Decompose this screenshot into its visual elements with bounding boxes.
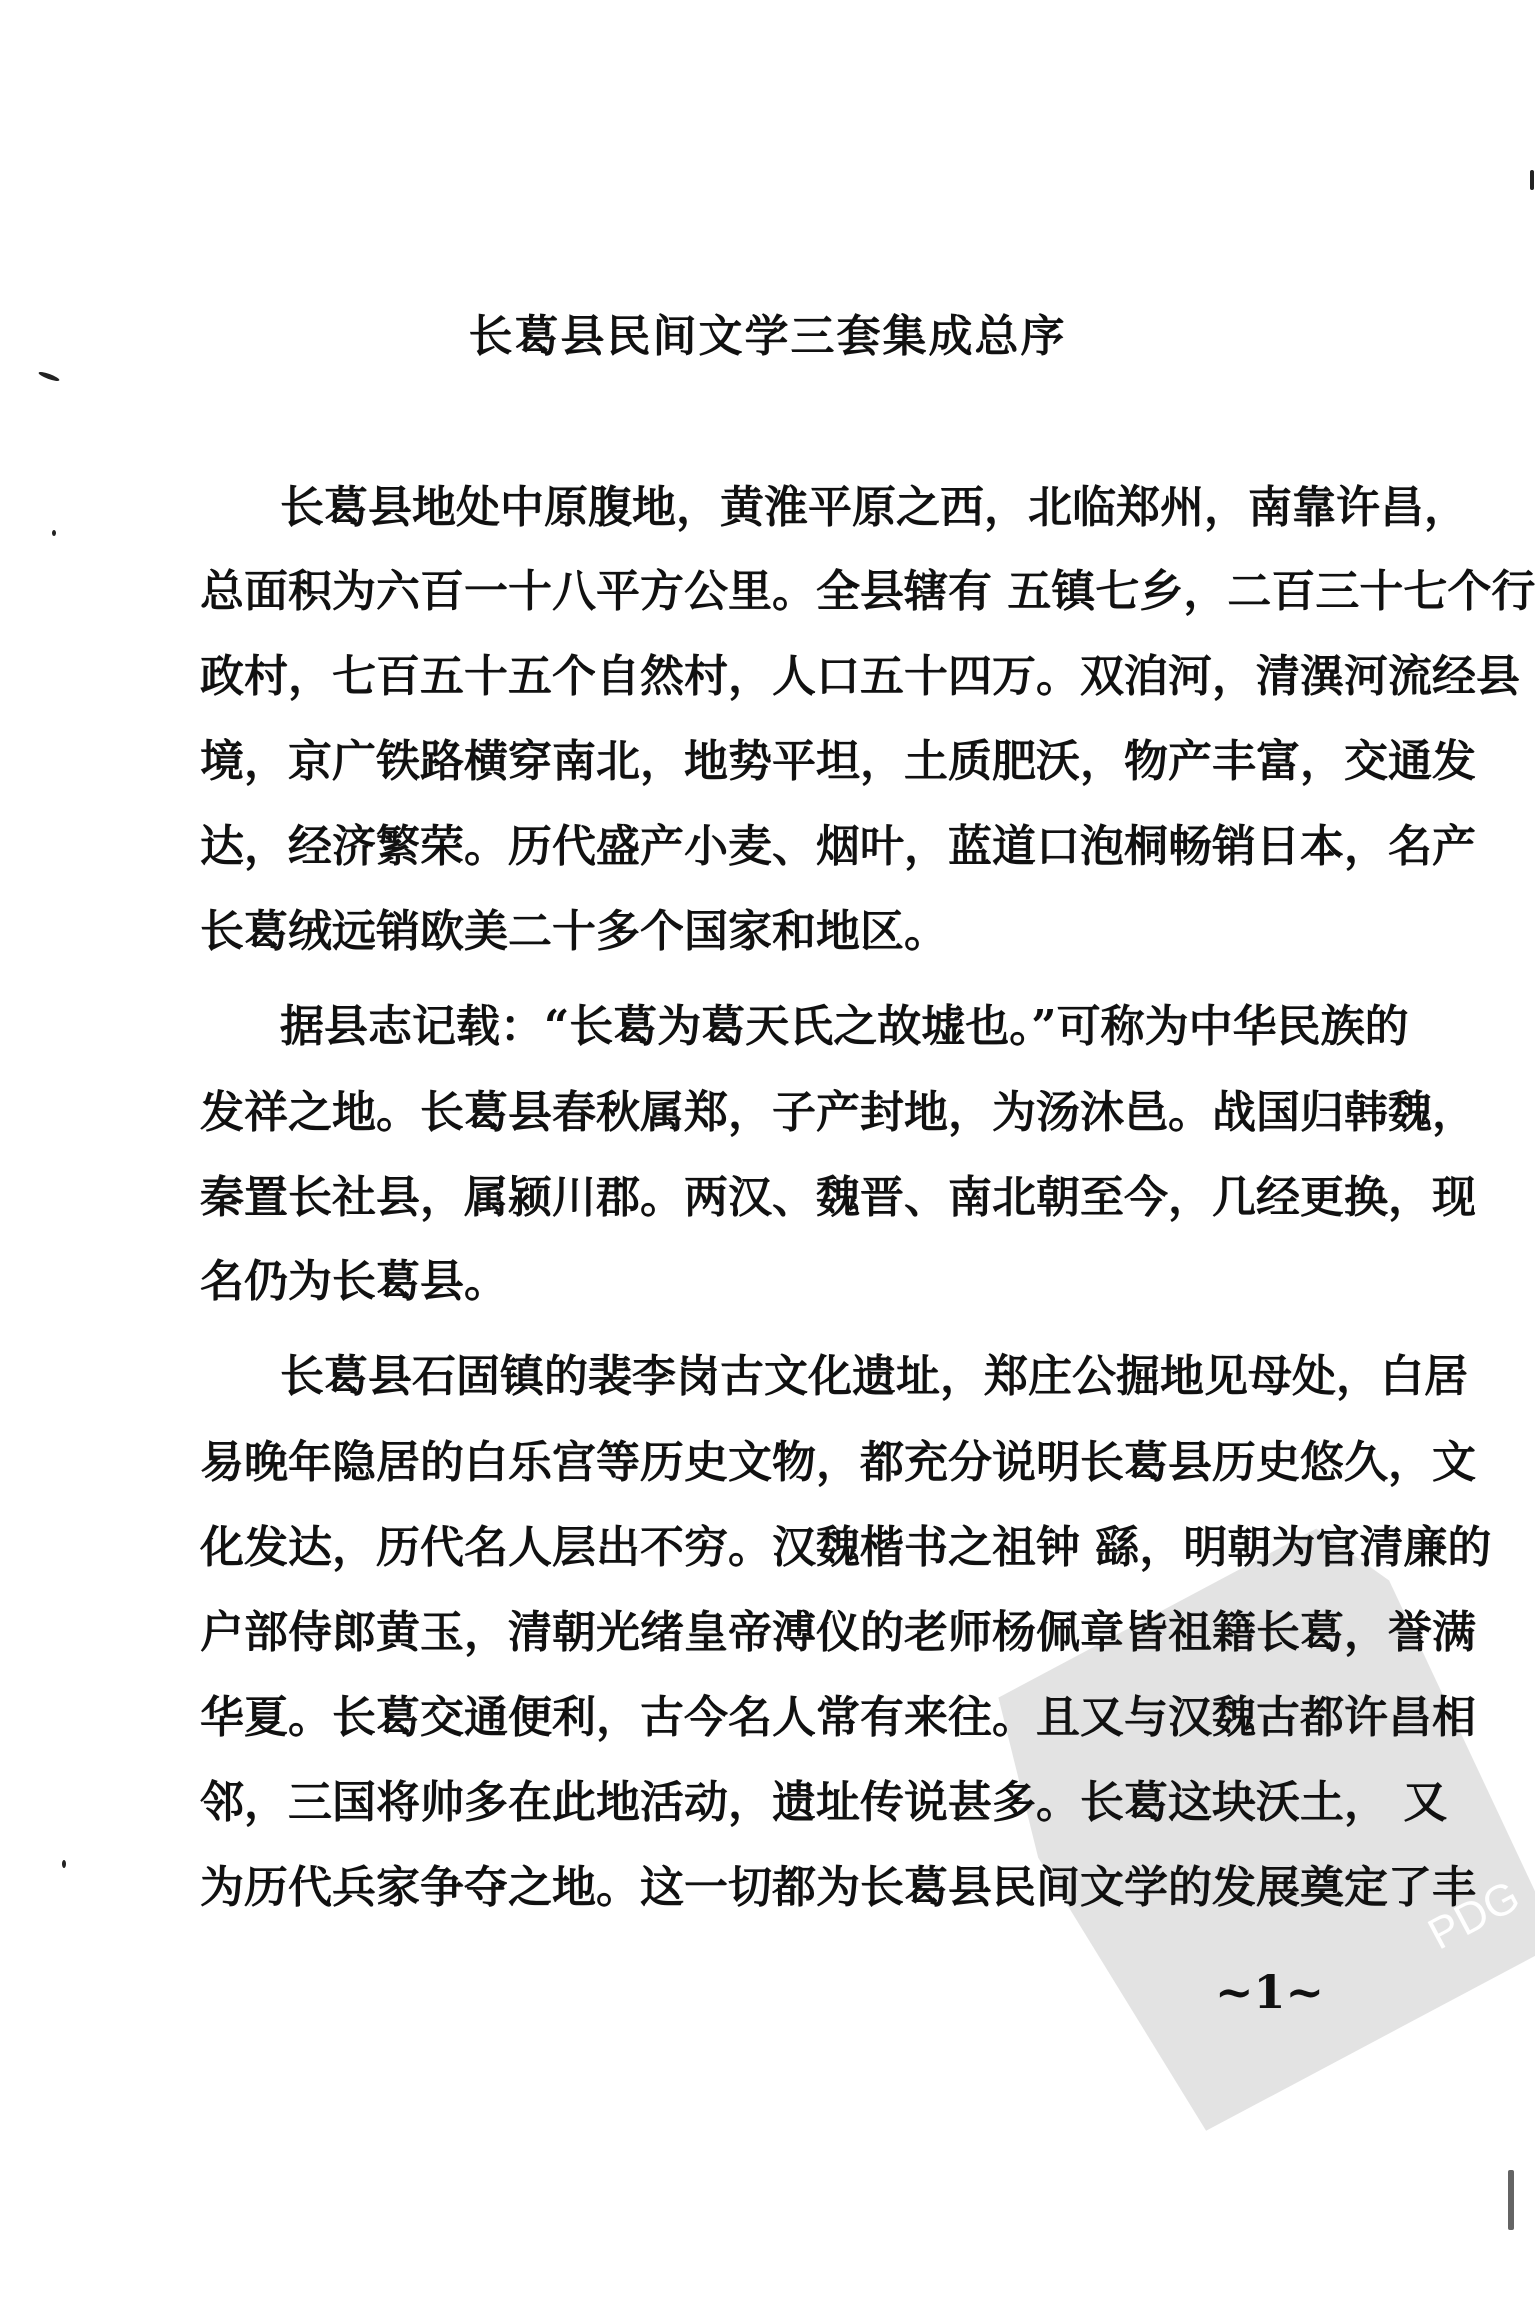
text-line: 名仍为长葛县。 xyxy=(200,1256,508,1307)
text-line: 据县志记载：“长葛为葛天氏之故墟也。”可称为中华民族的 xyxy=(280,1001,1409,1052)
scan-speck xyxy=(1508,2170,1514,2230)
document-title: 长葛县民间文学三套集成总序 xyxy=(468,311,1067,362)
text-line: 长葛县石固镇的裴李岗古文化遗址，郑庄公掘地见母处，白居 xyxy=(280,1351,1468,1402)
text-line: 化发达，历代名人层出不穷。汉魏楷书之祖钟 繇，明朝为官清廉的 xyxy=(200,1522,1492,1573)
text-line: 长葛县地处中原腹地，黄淮平原之西，北临郑州，南靠许昌， xyxy=(280,482,1468,533)
page-number: ~1~ xyxy=(1215,1965,1325,2019)
text-line: 发祥之地。长葛县春秋属郑，子产封地，为汤沐邑。战国归韩魏， xyxy=(200,1087,1476,1138)
text-line: 为历代兵家争夺之地。这一切都为长葛县民间文学的发展奠定了丰 xyxy=(200,1862,1476,1913)
text-line: 华夏。长葛交通便利，古今名人常有来往。且又与汉魏古都许昌相 xyxy=(200,1692,1476,1743)
text-line: 总面积为六百一十八平方公里。全县辖有 五镇七乡，二百三十七个行 xyxy=(200,566,1535,617)
scan-speck xyxy=(62,1860,66,1868)
scan-speck xyxy=(1530,170,1534,190)
text-line: 达，经济繁荣。历代盛产小麦、烟叶，蓝道口泡桐畅销日本，名产 xyxy=(200,821,1476,872)
text-line: 户部侍郎黄玉，清朝光绪皇帝溥仪的老师杨佩章皆祖籍长葛，誉满 xyxy=(200,1607,1476,1658)
scan-speck xyxy=(52,530,56,536)
text-line: 邻，三国将帅多在此地活动，遗址传说甚多。长葛这块沃土， 又 xyxy=(200,1777,1448,1828)
text-line: 政村，七百五十五个自然村，人口五十四万。双洎河，清潩河流经县 xyxy=(200,651,1520,702)
scan-speck xyxy=(38,370,60,382)
text-line: 长葛绒远销欧美二十多个国家和地区。 xyxy=(200,906,948,957)
text-line: 易晚年隐居的白乐宫等历史文物，都充分说明长葛县历史悠久，文 xyxy=(200,1437,1476,1488)
text-line: 秦置长社县，属颍川郡。两汉、魏晋、南北朝至今，几经更换，现 xyxy=(200,1172,1476,1223)
text-line: 境，京广铁路横穿南北，地势平坦，土质肥沃，物产丰富，交通发 xyxy=(200,736,1476,787)
watermark-text: PDG xyxy=(1420,1871,1528,1960)
